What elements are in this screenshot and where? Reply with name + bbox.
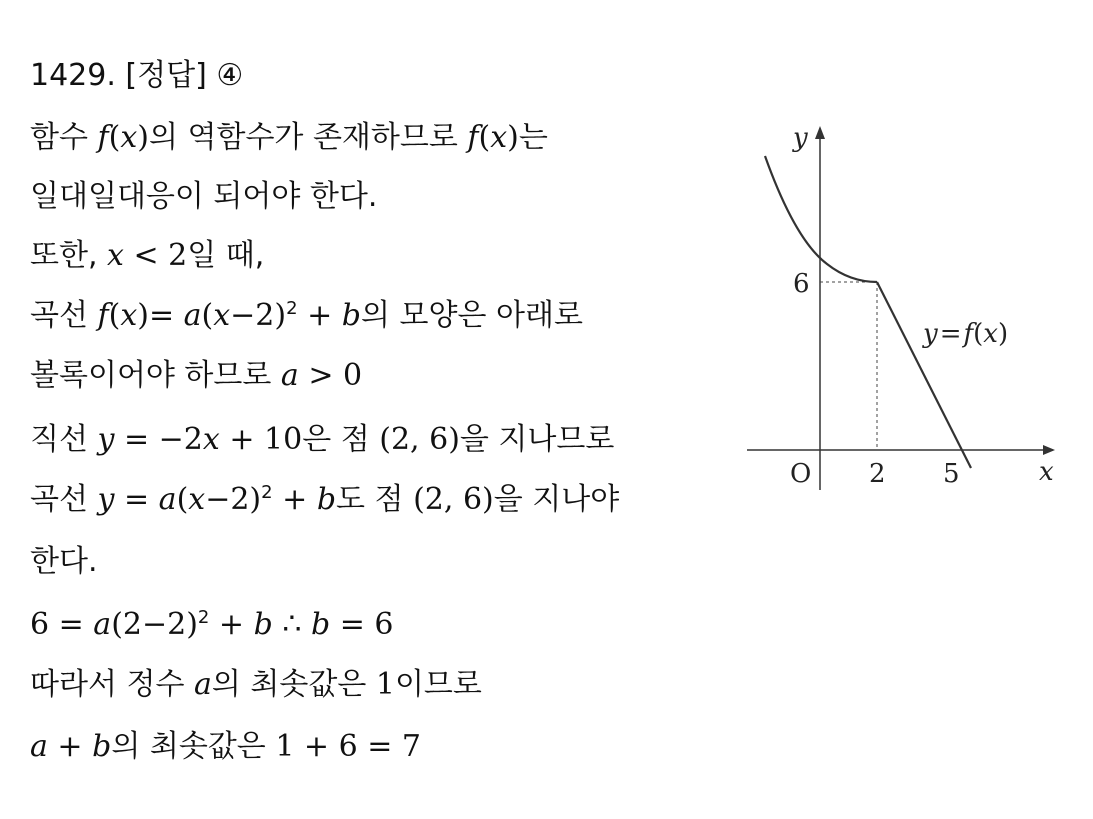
line-segment: + <box>272 482 317 517</box>
curve-label: y=f(x) <box>923 319 1009 349</box>
line-segment: b <box>92 729 112 764</box>
line-segment: a <box>30 729 48 764</box>
line-segment: b <box>316 482 337 517</box>
line-segment: x <box>120 120 138 155</box>
line-segment: 함수 <box>30 120 98 155</box>
line-segment: 6 = <box>30 607 94 642</box>
solution-line <box>30 236 264 276</box>
line-segment: 1 + 6 = 7 <box>275 729 421 764</box>
line-segment: 2 <box>261 482 273 503</box>
line-segment: f <box>97 298 109 333</box>
line-segment: 는 <box>518 120 548 155</box>
line-segment: ( <box>201 298 214 333</box>
line-segment: 2 <box>286 298 298 319</box>
line-segment: f <box>97 120 109 155</box>
line-segment: a <box>280 358 299 393</box>
line-segment: x <box>213 298 231 333</box>
line-segment: x <box>120 298 138 333</box>
solution-line <box>30 665 482 705</box>
solution-line <box>30 542 98 582</box>
line-segment: ( <box>176 482 189 517</box>
line-segment: 일대일대응이 되어야 한다. <box>30 179 378 214</box>
line-segment: 곡선 <box>30 482 98 517</box>
line-segment: ) <box>507 120 519 155</box>
solution-line <box>30 356 362 396</box>
line-segment: a <box>158 482 177 517</box>
line-segment: b <box>341 298 361 333</box>
solution-line <box>30 177 377 217</box>
line-branch <box>877 282 971 468</box>
line-segment: 따라서 정수 <box>30 667 194 702</box>
line-segment: y <box>97 422 115 457</box>
line-segment: > 0 <box>298 358 363 393</box>
line-segment: 의 모양은 아래로 <box>361 298 583 333</box>
line-segment: 을 지나므로 <box>459 422 615 457</box>
y-axis-label: y <box>793 123 808 153</box>
line-segment: + <box>209 607 254 642</box>
line-segment: 의 역함수가 존재하므로 <box>148 120 468 155</box>
solution-line <box>30 480 619 520</box>
line-segment: 의 최솟값은 <box>111 729 276 764</box>
x-axis-arrow <box>1043 445 1055 455</box>
solution-line <box>30 118 548 158</box>
line-segment: 또한, <box>30 238 108 273</box>
line-segment: 을 지나야 <box>493 482 620 517</box>
line-segment: x <box>107 238 124 273</box>
line-segment: < 2 <box>123 238 188 273</box>
line-segment: x <box>188 482 206 517</box>
line-segment: 직선 <box>30 422 98 457</box>
line-segment: 일 때, <box>187 238 265 273</box>
solution-line <box>30 420 614 460</box>
line-segment: ( <box>108 120 121 155</box>
line-segment: 이므로 <box>394 667 482 702</box>
function-graph <box>735 112 1075 502</box>
line-segment: )= <box>137 298 184 333</box>
line-segment: = −2 <box>114 422 203 457</box>
line-segment: = 6 <box>330 607 394 642</box>
line-segment: 곡선 <box>30 298 98 333</box>
line-segment: f <box>467 120 479 155</box>
tick-label-6: 6 <box>793 269 810 299</box>
solution-line <box>30 296 583 336</box>
line-segment: −2) <box>205 482 262 517</box>
line-segment: ∴ <box>272 607 311 642</box>
line-segment: x <box>490 120 508 155</box>
line-segment: a <box>193 667 212 702</box>
line-segment: 2 <box>197 607 210 628</box>
line-segment: ) <box>137 120 149 155</box>
line-segment: ( <box>108 298 121 333</box>
line-segment: 도 점 <box>336 482 414 517</box>
line-segment: (2−2) <box>111 607 198 642</box>
line-segment: (2, 6) <box>379 422 460 457</box>
solution-line <box>30 727 421 767</box>
line-segment: + 10 <box>219 422 303 457</box>
origin-label: O <box>790 459 812 489</box>
line-segment: + <box>297 298 342 333</box>
line-segment: b <box>310 607 331 642</box>
line-segment: −2) <box>230 298 287 333</box>
line-segment: y <box>97 482 115 517</box>
y-axis-arrow <box>815 126 825 139</box>
problem-heading: 1429. [정답] ④ <box>30 58 244 93</box>
line-segment: (2, 6) <box>413 482 494 517</box>
line-segment: a <box>93 607 112 642</box>
line-segment: b <box>253 607 273 642</box>
line-segment: 의 최솟값은 <box>211 667 376 702</box>
x-axis-label: x <box>1039 457 1054 487</box>
line-segment: x <box>202 422 220 457</box>
line-segment: 1 <box>375 667 395 702</box>
line-segment: 은 점 <box>302 422 380 457</box>
line-segment: + <box>47 729 93 764</box>
line-segment: a <box>183 298 202 333</box>
parabola-branch <box>765 156 877 282</box>
line-segment: 한다. <box>30 544 98 579</box>
solution-line <box>30 605 393 645</box>
tick-label-5: 5 <box>943 459 960 489</box>
line-segment: ( <box>478 120 491 155</box>
tick-label-2: 2 <box>869 459 886 489</box>
line-segment: 볼록이어야 하므로 <box>30 358 281 393</box>
line-segment: = <box>114 482 159 517</box>
